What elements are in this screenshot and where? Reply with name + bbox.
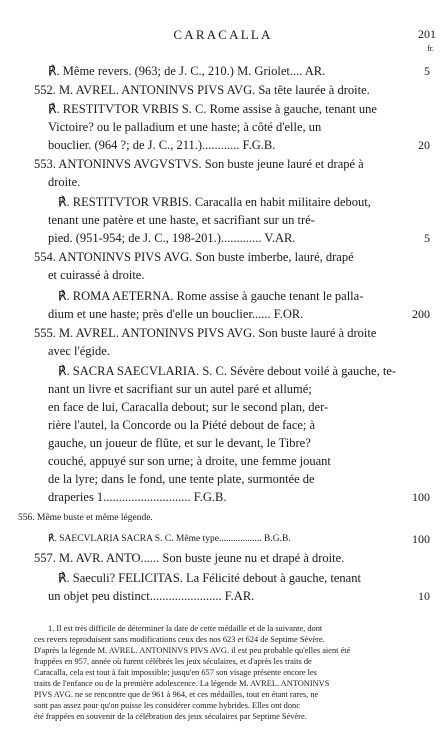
text-line: rière l'autel, la Concorde ou la Piété debout de face; à xyxy=(48,418,316,432)
text-line: ℟. Même revers. (963; de J. C., 210.) M. Griolet.... AR. xyxy=(48,64,326,78)
footnote-line: D'après la légende M. AVREL. ANTONINVS PIVS AVG. il est peu probable qu'elles aient été xyxy=(34,646,351,655)
footnote-line: sont pas assez pour qu'on puisse les considérer comme hybrides. Elles ont donc xyxy=(34,701,300,710)
value-column: 10 xyxy=(418,589,430,603)
text-line: nant un livre et sacrifiant sur un autel paré et allumé; xyxy=(48,382,312,396)
footnote-line: 1. Il est très difficile de déterminer la date de cette médaille et de la suivante, dont xyxy=(48,624,323,633)
text-line: dium et une haste; près d'elle un bouclier...... F.OR. xyxy=(48,307,304,321)
footnote-line: frappées en 957, année où furent célébrés les jeux séculaires, et d'après les traits de xyxy=(34,657,312,666)
text-line: de la lyre; dans le fond, une tente plate, surmontée de xyxy=(48,472,315,486)
text-line: 555. M. AVREL. ANTONINVS PIVS AVG. Son buste lauré à droite xyxy=(34,326,377,340)
text-line: gauche, un joueur de flûte, et sur le devant, le Tibre? xyxy=(48,436,311,450)
text-line: ℟. SAECVLARIA SACRA S. C. Même type.................. B.G.B. xyxy=(48,534,291,544)
text-line: tenant une patère et une haste, et sacrifiant sur un tré- xyxy=(48,213,315,227)
footnote-line: traits de l'enfance ou de la première adolescence. La légende M. AVREL. ANTONINVS xyxy=(34,679,330,688)
text-line: ℟. Saeculi? FELICITAS. La Félicité debout à gauche, tenant xyxy=(58,571,361,585)
text-line: pied. (951-954; de J. C., 198-201.)............. V.AR. xyxy=(48,231,296,245)
value-column: 5 xyxy=(424,64,430,78)
footnote-line: PIVS AVG. ne se rencontre que de 961 à 964, et ces médailles, tout en étant rares, ne xyxy=(34,690,319,699)
value-column: 100 xyxy=(412,532,430,546)
text-line: avec l'égide. xyxy=(48,344,110,358)
column-unit-label: fr. xyxy=(427,44,434,53)
text-line: bouclier. (964 ?; de J. C., 211.)............ F.G.B. xyxy=(48,138,276,152)
text-line: Victoire? ou le palladium et une haste; à côté d'elle, un xyxy=(48,120,322,134)
running-title: CARACALLA xyxy=(173,27,273,42)
text-line: en face de lui, Caracalla debout; sur le second plan, der- xyxy=(48,400,329,414)
text-line: 553. ANTONINVS AVGVSTVS. Son buste jeune lauré et drapé à xyxy=(34,157,364,171)
value-column: 200 xyxy=(412,307,430,321)
text-line: ℟. RESTITVTOR VRBIS S. C. Rome assise à gauche, tenant une xyxy=(48,102,377,116)
footnote-line: été frappées en souvenir de la célébration des jeux séculaires par Septime Sévère. xyxy=(34,712,307,721)
text-line: couché, appuyé sur son urne; à droite, une femme jouant xyxy=(48,454,331,468)
text-line: ℟. SACRA SAECVLARIA. S. C. Sévère debout voilé à gauche, te- xyxy=(58,364,397,378)
text-line: 556. Même buste et même légende. xyxy=(18,513,153,523)
text-line: un objet peu distinct....................... F.AR. xyxy=(48,589,255,603)
text-line: ℟. RESTITVTOR VRBIS. Caracalla en habit militaire debout, xyxy=(58,195,371,209)
text-line: 552. M. AVREL. ANTONINVS PIVS AVG. Sa tête laurée à droite. xyxy=(34,83,370,97)
footnote-line: Caracalla, cela est tout à fait impossible; jusqu'en 657 son visage présente encore les xyxy=(34,668,317,677)
text-line: ℟. ROMA AETERNA. Rome assise à gauche tenant le palla- xyxy=(58,289,364,303)
text-line: draperies 1............................ F.G.B. xyxy=(48,490,227,504)
text-line: 557. M. AVR. ANTO...... Son buste jeune nu et drapé à droite. xyxy=(34,551,345,565)
text-line: 554. ANTONINVS PIVS AVG. Son buste imberbe, lauré, drapé xyxy=(34,250,354,264)
footnote-line: ces revers reproduisent sans modifications ceux des nos 623 et 624 de Septime Sévère. xyxy=(34,635,325,644)
value-column: 5 xyxy=(424,231,430,245)
value-column: 20 xyxy=(418,138,430,152)
page-number: 201 xyxy=(418,27,436,41)
text-line: droite. xyxy=(48,175,81,189)
text-line: et cuirassé à droite. xyxy=(48,268,145,282)
value-column: 100 xyxy=(412,490,430,504)
